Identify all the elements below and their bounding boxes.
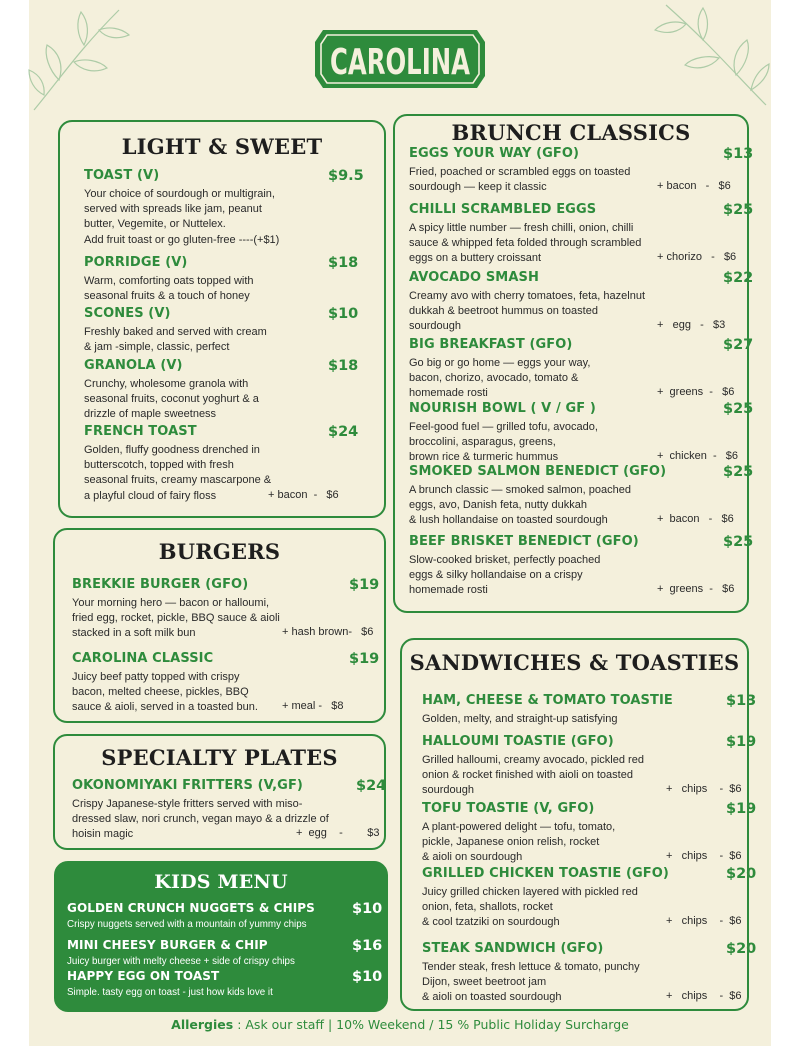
item-name: MINI CHEESY BURGER & CHIP (67, 938, 268, 952)
item-name: GOLDEN CRUNCH NUGGETS & CHIPS (67, 901, 315, 915)
item-price: $10 (352, 901, 383, 917)
item-name: TOAST (V) (84, 168, 160, 183)
item-description-line: onion & rocket finished with aioli on toasted (422, 769, 633, 782)
item-price: $25 (723, 401, 754, 417)
item-description-line: A spicy little number — fresh chilli, onion, chilli (409, 222, 634, 234)
item-description-line: sourdough (422, 784, 474, 797)
item-name: OKONOMIYAKI FRITTERS (V,GF) (72, 778, 303, 793)
section-title: SPECIALTY PLATES (101, 745, 338, 770)
item-description-line: served with spreads like jam, peanut (84, 203, 262, 216)
item-description-line: eggs & silky hollandaise on a crispy (409, 569, 583, 582)
light-sweet-section (58, 120, 386, 518)
item-name: AVOCADO SMASH (409, 270, 539, 285)
item-name: NOURISH BOWL ( V / GF ) (409, 401, 596, 416)
footer-text: : Ask our staff | 10% Weekend / 15 % Public Holiday Surcharge (233, 1017, 629, 1032)
burgers-section (53, 528, 386, 723)
item-price: $24 (356, 778, 387, 794)
item-addon: + bacon - $6 (657, 180, 731, 193)
item-description-line: drizzle of maple sweetness (84, 408, 217, 421)
item-addon: + greens - $6 (657, 386, 735, 399)
item-description-line: Crunchy, wholesome granola with (84, 378, 249, 390)
allergies-label: Allergies (171, 1017, 234, 1032)
item-description-line: dukkah & beetroot hummus on toasted (409, 305, 598, 318)
item-description-line: Golden, fluffy goodness drenched in (84, 444, 260, 456)
item-price: $20 (726, 866, 757, 882)
item-name: STEAK SANDWICH (GFO) (422, 941, 604, 956)
item-description-line: seasonal fruits, creamy mascarpone & (84, 474, 272, 487)
item-name: EGGS YOUR WAY (GFO) (409, 146, 580, 161)
item-addon: + egg - $3 (657, 319, 726, 332)
item-description-line: homemade rosti (409, 387, 488, 400)
item-description-line: Your choice of sourdough or multigrain, (84, 188, 275, 200)
item-addon: + chips - $6 (666, 850, 742, 863)
item-description-line: bacon, chorizo, avocado, tomato & (409, 372, 579, 385)
item-price: $19 (726, 801, 757, 817)
item-description-line: eggs, avo, Danish feta, nutty dukkah (409, 499, 587, 512)
item-addon: + meal - $8 (282, 700, 344, 713)
item-description-line: Feel-good fuel — grilled tofu, avocado, (409, 421, 598, 433)
item-description-line: Tender steak, fresh lettuce & tomato, punchy (422, 961, 640, 973)
item-description-line: sauce & aioli, served in a toasted bun. (72, 701, 258, 714)
kids-menu-section (54, 861, 388, 1012)
item-addon: + chips - $6 (666, 915, 742, 928)
item-price: $19 (349, 577, 380, 593)
item-description-line: seasonal fruits, coconut yoghurt & a (84, 393, 259, 406)
item-price: $10 (352, 969, 383, 985)
section-title: KIDS MENU (154, 871, 288, 893)
section-title: BRUNCH CLASSICS (451, 120, 691, 145)
item-description-line: Juicy grilled chicken layered with pickled red (422, 886, 638, 898)
item-description-line: Add fruit toast or go gluten-free ----(+$1) (84, 233, 280, 246)
brand-name: CAROLINA (330, 42, 471, 83)
item-description-line: Dijon, sweet beetroot jam (422, 976, 547, 989)
item-price: $20 (726, 941, 757, 957)
item-description-line: Fried, poached or scrambled eggs on toasted (409, 166, 631, 178)
item-name: GRANOLA (V) (84, 358, 183, 373)
item-description-line: butter, Vegemite, or Nuttelex. (84, 218, 226, 231)
leaf-branch-left-icon (29, 0, 149, 120)
item-addon: + chips - $6 (666, 990, 742, 1003)
item-addon: + hash brown- $6 (282, 626, 374, 639)
item-description-line: & jam -simple, classic, perfect (84, 341, 230, 354)
item-name: PORRIDGE (V) (84, 255, 188, 270)
item-description-line: Slow-cooked brisket, perfectly poached (409, 554, 601, 566)
section-title: BURGERS (158, 539, 281, 564)
item-price: $16 (352, 938, 383, 954)
item-price: $25 (723, 202, 754, 218)
item-name: HAPPY EGG ON TOAST (67, 969, 220, 983)
item-description-line: & cool tzatziki on sourdough (422, 916, 560, 929)
item-description-line: Crispy nuggets served with a mountain of yummy chips (67, 919, 307, 930)
item-description-line: hoisin magic (72, 828, 134, 841)
item-name: HALLOUMI TOASTIE (GFO) (422, 734, 614, 749)
item-name: GRILLED CHICKEN TOASTIE (GFO) (422, 866, 669, 881)
item-description-line: Go big or go home — eggs your way, (409, 357, 591, 369)
item-price: $13 (726, 693, 757, 709)
item-name: SMOKED SALMON BENEDICT (GFO) (409, 464, 667, 479)
item-name: SCONES (V) (84, 306, 171, 321)
item-description-line: sauce & whipped feta folded through scrambled (409, 237, 642, 250)
item-description-line: pickle, Japanese onion relish, rocket (422, 836, 600, 849)
item-name: TOFU TOASTIE (V, GFO) (422, 801, 595, 816)
specialty-section (53, 734, 386, 850)
item-price: $25 (723, 464, 754, 480)
item-description-line: Freshly baked and served with cream (84, 326, 267, 338)
item-price: $13 (723, 146, 754, 162)
item-price: $19 (726, 734, 757, 750)
item-description-line: Warm, comforting oats topped with (84, 275, 254, 287)
item-addon: + egg - $3 (296, 827, 380, 840)
item-addon: + chicken - $6 (657, 450, 739, 463)
section-title: SANDWICHES & TOASTIES (409, 650, 740, 675)
item-description-line: sourdough — keep it classic (409, 181, 547, 194)
item-name: BIG BREAKFAST (GFO) (409, 337, 573, 352)
item-price: $25 (723, 534, 754, 550)
item-price: $9.5 (328, 168, 364, 184)
item-description-line: Simple. tasty egg on toast - just how kids love it (67, 987, 273, 998)
item-description-line: butterscotch, topped with fresh (84, 459, 234, 472)
item-description-line: Juicy beef patty topped with crispy (72, 671, 240, 683)
item-description-line: & aioli on sourdough (422, 851, 523, 864)
item-description-line: Your morning hero — bacon or halloumi, (72, 597, 270, 609)
item-price: $10 (328, 306, 359, 322)
item-name: BREKKIE BURGER (GFO) (72, 577, 249, 592)
item-description-line: fried egg, rocket, pickle, BBQ sauce & aioli (72, 612, 280, 625)
brunch-section (393, 114, 754, 613)
carolina-logo (309, 22, 491, 94)
item-description-line: stacked in a soft milk bun (72, 627, 196, 640)
item-description-line: a playful cloud of fairy floss (84, 489, 217, 502)
item-description-line: onion, feta, shallots, rocket (422, 901, 553, 914)
item-price: $19 (349, 651, 380, 667)
section-title: LIGHT & SWEET (121, 134, 323, 159)
item-description-line: homemade rosti (409, 584, 488, 597)
item-price: $27 (723, 337, 754, 353)
leaf-branch-right-icon (641, 0, 771, 110)
item-addon: + bacon - $6 (268, 488, 339, 501)
item-description-line: brown rice & turmeric hummus (409, 451, 559, 464)
item-name: HAM, CHEESE & TOMATO TOASTIE (422, 693, 673, 708)
item-description-line: Golden, melty, and straight-up satisfying (422, 713, 618, 725)
item-description-line: Creamy avo with cherry tomatoes, feta, hazelnut (409, 290, 645, 302)
menu-page (29, 0, 771, 1046)
item-description-line: & lush hollandaise on toasted sourdough (409, 514, 608, 527)
item-addon: + chips - $6 (666, 783, 742, 796)
item-description-line: A plant-powered delight — tofu, tomato, (422, 821, 616, 833)
sandwiches-section (400, 638, 757, 1011)
item-description-line: broccolini, asparagus, greens, (409, 436, 556, 449)
item-description-line: Grilled halloumi, creamy avocado, pickled red (422, 754, 644, 766)
item-price: $22 (723, 270, 754, 286)
item-description-line: Crispy Japanese-style fritters served with miso- (72, 798, 303, 810)
item-description-line: eggs on a buttery croissant (409, 252, 542, 265)
item-description-line: dressed slaw, nori crunch, vegan mayo & a drizzle of (72, 813, 329, 826)
item-name: CAROLINA CLASSIC (72, 651, 214, 666)
item-price: $18 (328, 255, 359, 271)
item-description-line: Juicy burger with melty cheese + side of crispy chips (67, 956, 295, 967)
item-description-line: bacon, melted cheese, pickles, BBQ (72, 686, 249, 699)
item-price: $18 (328, 358, 359, 374)
item-name: BEEF BRISKET BENEDICT (GFO) (409, 534, 639, 549)
footer-note (29, 1017, 771, 1032)
item-addon: + chorizo - $6 (657, 251, 737, 264)
item-name: CHILLI SCRAMBLED EGGS (409, 202, 597, 217)
item-addon: + bacon - $6 (657, 513, 734, 526)
item-description-line: seasonal fruits & a touch of honey (84, 290, 250, 303)
item-name: FRENCH TOAST (84, 424, 197, 439)
item-description-line: A brunch classic — smoked salmon, poached (409, 484, 631, 496)
item-description-line: & aioli on toasted sourdough (422, 991, 562, 1004)
item-description-line: sourdough (409, 320, 461, 333)
item-price: $24 (328, 424, 359, 440)
item-addon: + greens - $6 (657, 583, 735, 596)
